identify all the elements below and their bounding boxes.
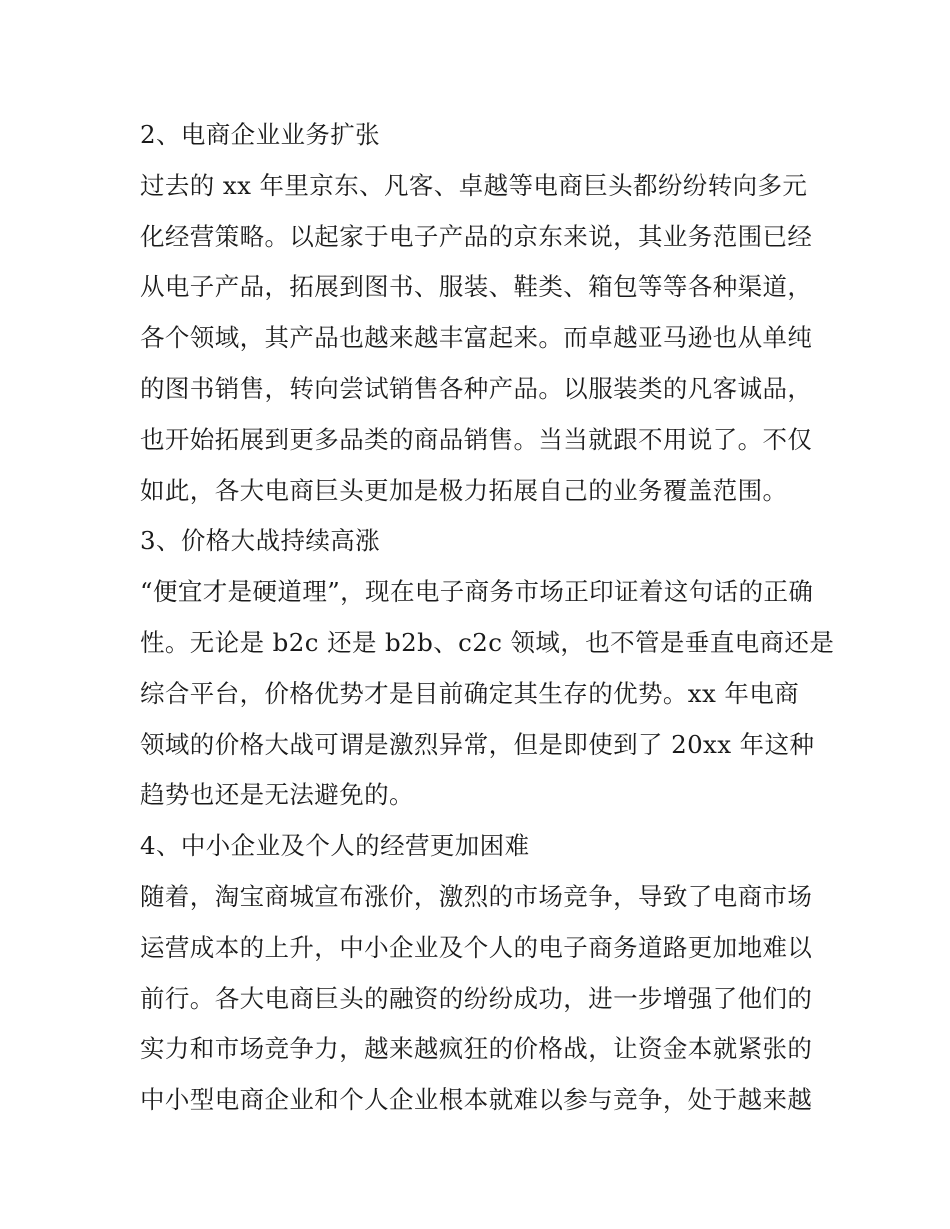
paragraph-line: 运营成本的上升，中小企业及个人的电子商务道路更加地难以 [140,932,813,962]
paragraph-line: 中小型电商企业和个人企业根本就难以参与竞争，处于越来越 [140,1085,813,1115]
paragraph-line: 从电子产品，拓展到图书、服装、鞋类、箱包等等各种渠道， [140,272,813,302]
section-heading: 4、中小企业及个人的经营更加困难 [140,831,530,861]
paragraph-line: 性。无论是 b2c 还是 b2b、c2c 领域，也不管是垂直电商还是 [140,627,835,657]
paragraph-line: 综合平台，价格优势才是目前确定其生存的优势。xx 年电商 [140,678,800,708]
paragraph-line: 如此，各大电商巨头更加是极力拓展自己的业务覆盖范围。 [140,475,788,505]
paragraph-line: 也开始拓展到更多品类的商品销售。当当就跟不用说了。不仅 [140,424,813,454]
paragraph-line: 的图书销售，转向尝试销售各种产品。以服装类的凡客诚品， [140,373,813,403]
section-heading: 3、价格大战持续高涨 [140,526,381,556]
paragraph-line: 前行。各大电商巨头的融资的纷纷成功，进一步增强了他们的 [140,983,813,1013]
paragraph-line: 随着，淘宝商城宣布涨价，激烈的市场竞争，导致了电商市场 [140,881,813,911]
paragraph-line: 过去的 xx 年里京东、凡客、卓越等电商巨头都纷纷转向多元 [140,170,808,200]
paragraph-line: 趋势也还是无法避免的。 [140,780,414,810]
paragraph-line: “便宜才是硬道理”，现在电子商务市场正印证着这句话的正确 [140,577,814,607]
paragraph-line: 领域的价格大战可谓是激烈异常，但是即使到了 20xx 年这种 [140,729,815,759]
paragraph-line: 化经营策略。以起家于电子产品的京东来说，其业务范围已经 [140,221,813,251]
paragraph-line: 实力和市场竞争力，越来越疯狂的价格战，让资金本就紧张的 [140,1034,813,1064]
document-body [140,110,835,1126]
paragraph-line: 各个领域，其产品也越来越丰富起来。而卓越亚马逊也从单纯 [140,323,813,353]
section-heading: 2、电商企业业务扩张 [140,120,381,149]
